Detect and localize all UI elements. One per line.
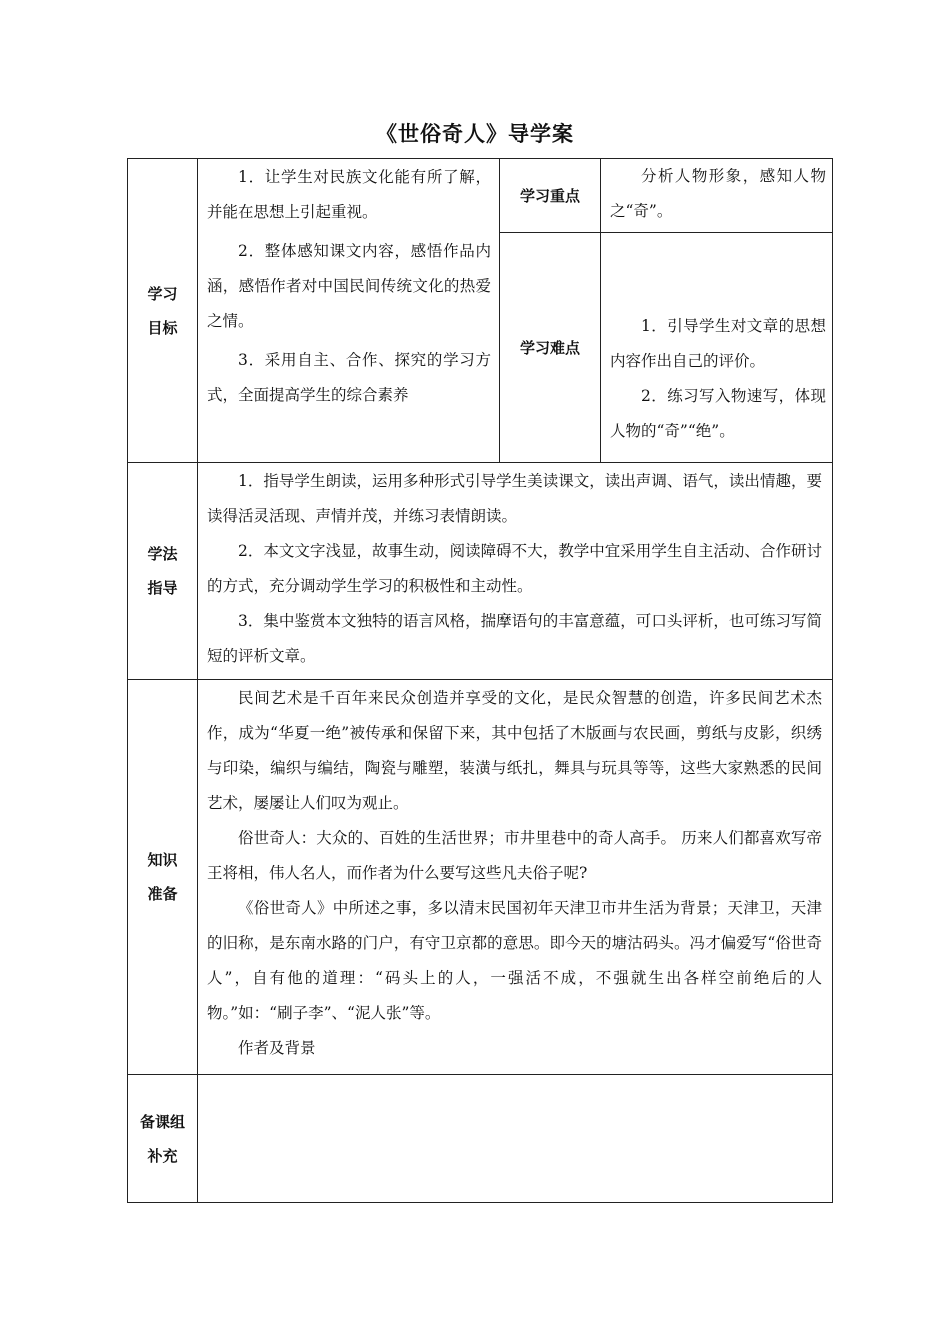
method-item: 3．集中鉴赏本文独特的语言风格，揣摩语句的丰富意蕴，可口头评析，也可练习写简短的评析文章。 (207, 612, 822, 665)
supplement-label-cell (128, 1075, 198, 1203)
method-content-cell (198, 463, 833, 680)
supplement-label-line2: 补充 (147, 1146, 178, 1165)
supplement-content-cell (198, 1075, 833, 1203)
key-points-label: 学习重点 (500, 159, 601, 233)
knowledge-content-cell (198, 680, 833, 1075)
difficulties-label: 学习难点 (500, 233, 601, 463)
goal-item: 1．让学生对民族文化能有所了解，并能在思想上引起重视。 (207, 168, 491, 221)
goals-label-line2: 目标 (147, 318, 178, 337)
knowledge-paragraph: 作者及背景 (238, 1039, 316, 1057)
supplement-label-line1: 备课组 (139, 1112, 185, 1131)
goals-content-cell (198, 159, 500, 463)
goals-label-cell (128, 159, 198, 463)
difficulty-item: 1．引导学生对文章的思想内容作出自己的评价。 (610, 317, 826, 370)
difficulties-content-cell (601, 233, 833, 463)
goal-item: 2．整体感知课文内容，感悟作品内涵，感悟作者对中国民间传统文化的热爱之情。 (207, 242, 491, 330)
method-item: 2．本文文字浅显，故事生动，阅读障碍不大，教学中宜采用学生自主活动、合作研讨的方式，充分调动学生学习的积极性和主动性。 (207, 542, 822, 595)
key-points-text: 分析人物形象，感知人物之“奇”。 (610, 167, 826, 220)
method-label-cell (128, 463, 198, 680)
difficulty-item: 2．练习写入物速写，体现人物的“奇”“绝”。 (610, 387, 826, 440)
method-label-line2: 指导 (147, 579, 178, 597)
goals-row (128, 159, 833, 233)
goal-item: 3．采用自主、合作、探究的学习方式，全面提高学生的综合素养 (207, 351, 491, 404)
method-row (128, 463, 833, 680)
method-item: 1．指导学生朗读，运用多种形式引导学生美读课文，读出声调、语气，读出情趣，要读得活灵活现、声情并茂，并练习表情朗读。 (207, 472, 822, 525)
page-title: 《世俗奇人》导学案 (376, 122, 574, 146)
supplement-row (128, 1075, 833, 1203)
knowledge-label-line1: 知识 (147, 851, 178, 869)
key-points-content-cell (601, 159, 833, 233)
knowledge-label-line2: 准备 (147, 885, 178, 903)
knowledge-label-cell (128, 680, 198, 1075)
study-guide-table (127, 158, 833, 1203)
knowledge-paragraph: 民间艺术是千百年来民众创造并享受的文化，是民众智慧的创造，许多民间艺术杰作，成为“华夏一绝”被传承和保留下来，其中包括了木版画与农民画，剪纸与皮影，织绣与印染，编织与编结，陶瓷与雕塑，装潢与纸扎，舞具与玩具等等，这些大家熟悉的民间艺术，屡屡让人们叹为观止。 (207, 689, 822, 812)
knowledge-paragraph: 《俗世奇人》中所述之事，多以清末民国初年天津卫市井生活为背景；天津卫，天津的旧称，是东南水路的门户，有守卫京都的意思。即今天的塘沽码头。冯才偏爱写“俗世奇人”，自有他的道理：“码头上的人，一强活不成，不强就生出各样空前绝后的人物。”如：“刷子李”、“泥人张”等。 (207, 899, 822, 1022)
goals-label-line1: 学习 (147, 284, 178, 303)
knowledge-row (128, 680, 833, 1075)
method-label-line1: 学法 (147, 545, 178, 563)
knowledge-paragraph: 俗世奇人：大众的、百姓的生活世界；市井里巷中的奇人高手。 历来人们都喜欢写帝王将相，伟人名人，而作者为什么要写这些凡夫俗子呢? (207, 829, 822, 882)
